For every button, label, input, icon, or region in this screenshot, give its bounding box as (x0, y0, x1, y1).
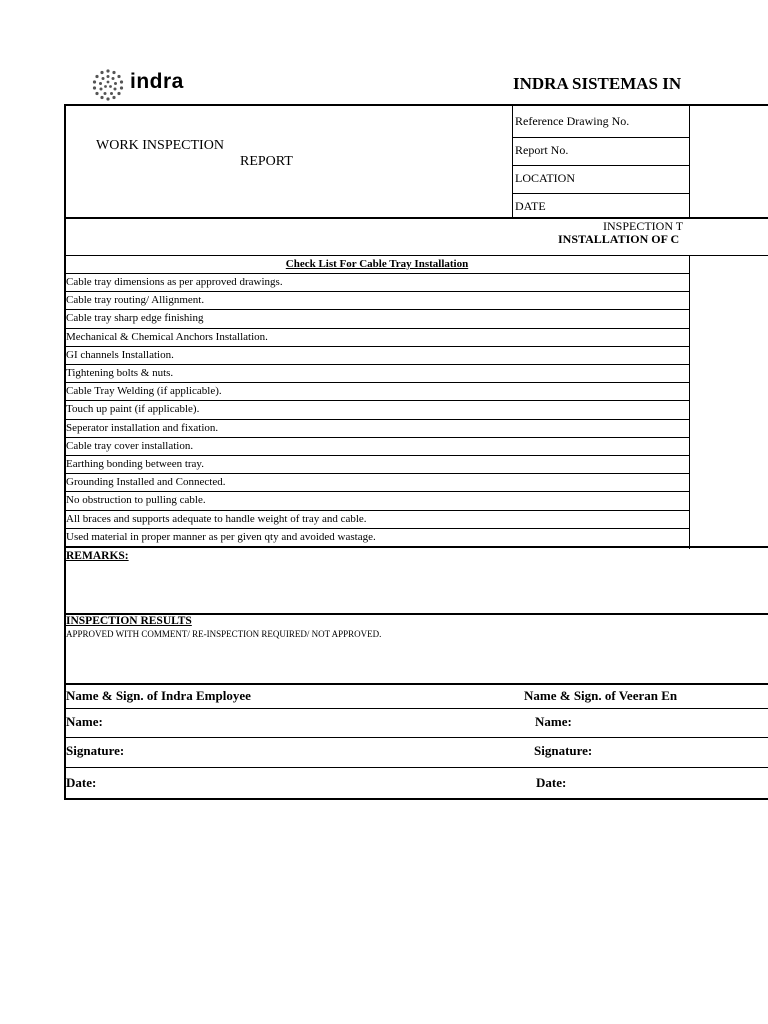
brand-name: indra (130, 70, 184, 93)
header-divider (512, 104, 513, 218)
checklist-item: Grounding Installed and Connected. (66, 476, 226, 489)
checklist-row-line (64, 491, 690, 492)
checklist-item: No obstruction to pulling cable. (66, 494, 206, 507)
reference-drawing-field: Reference Drawing No. (515, 114, 630, 128)
checklist-item: Cable tray dimensions as per approved drawings. (66, 276, 283, 288)
checklist-item: Cable tray sharp edge finishing (66, 312, 204, 325)
veeran-employee-heading: Name & Sign. of Veeran En (524, 688, 678, 703)
checklist-row-line (64, 528, 690, 529)
checklist-row-line (64, 437, 690, 438)
indra-logo-icon (88, 68, 128, 102)
checklist-item: Cable tray routing/ Allignment. (66, 294, 205, 307)
checklist-item: Cable Tray Welding (if applicable). (66, 385, 222, 398)
remarks-label: REMARKS: (66, 550, 129, 562)
checklist-item: GI channels Installation. (66, 348, 174, 361)
checklist-row-line (64, 473, 690, 474)
checklist-item: Cable tray cover installation. (66, 439, 194, 452)
veeran-signature-label: Signature: (534, 743, 593, 758)
checklist-item: Earthing bonding between tray. (66, 458, 204, 470)
checklist-item: Used material in proper manner as per given qty and avoided wastage. (66, 530, 376, 543)
checklist-row-line (64, 291, 690, 292)
form-bottom-line (64, 798, 768, 800)
checklist-item: All braces and supports adequate to handle weight of tray and cable. (66, 512, 367, 525)
checklist-row-line (64, 328, 690, 329)
inspection-results-label: INSPECTION RESULTS (66, 615, 192, 627)
indra-date-label: Date: (66, 775, 97, 790)
indra-signature-label: Signature: (66, 743, 125, 758)
checklist-row-line (64, 309, 690, 310)
location-field: LOCATION (515, 171, 575, 185)
field-line (513, 137, 690, 138)
report-no-field: Report No. (515, 143, 569, 157)
indra-employee-heading: Name & Sign. of Indra Employee (66, 688, 251, 703)
checklist-item: Seperator installation and fixation. (66, 421, 219, 434)
signoff-line (64, 708, 768, 709)
field-line (513, 193, 690, 194)
checklist-row-line (64, 273, 690, 274)
checklist-bottom-line (64, 546, 768, 548)
signoff-line (64, 767, 768, 768)
date-field: DATE (515, 199, 546, 213)
indra-name-label: Name: (66, 714, 103, 729)
checklist-row-line (64, 400, 690, 401)
checklist-heading: Check List For Cable Tray Installation (285, 258, 469, 270)
field-line (513, 165, 690, 166)
inspection-subtitle: INSTALLATION OF C (558, 232, 680, 246)
header-right-edge (689, 104, 690, 218)
inspection-results-options: APPROVED WITH COMMENT/ RE-INSPECTION REQUIRED/ NOT APPROVED. (66, 629, 382, 639)
checklist-row-line (64, 510, 690, 511)
results-bottom-line (64, 683, 768, 685)
checklist-row-line (64, 382, 690, 383)
signoff-line (64, 737, 768, 738)
checklist-row-line (64, 346, 690, 347)
checklist-row-line (64, 419, 690, 420)
checklist-top-line (64, 255, 768, 256)
report-title-line1: WORK INSPECTION (96, 138, 224, 153)
checklist-right-edge (689, 255, 690, 549)
report-title-line2: REPORT (240, 154, 293, 169)
checklist-item: Mechanical & Chemical Anchors Installation. (66, 330, 268, 343)
checklist-row-line (64, 455, 690, 456)
checklist-row-line (64, 364, 690, 365)
veeran-name-label: Name: (535, 714, 572, 729)
company-name: INDRA SISTEMAS IN (513, 74, 682, 93)
checklist-item: Touch up paint (if applicable). (66, 403, 200, 416)
inspection-type: INSPECTION T (603, 219, 684, 233)
veeran-date-label: Date: (536, 775, 567, 790)
checklist-item: Tightening bolts & nuts. (66, 367, 174, 379)
